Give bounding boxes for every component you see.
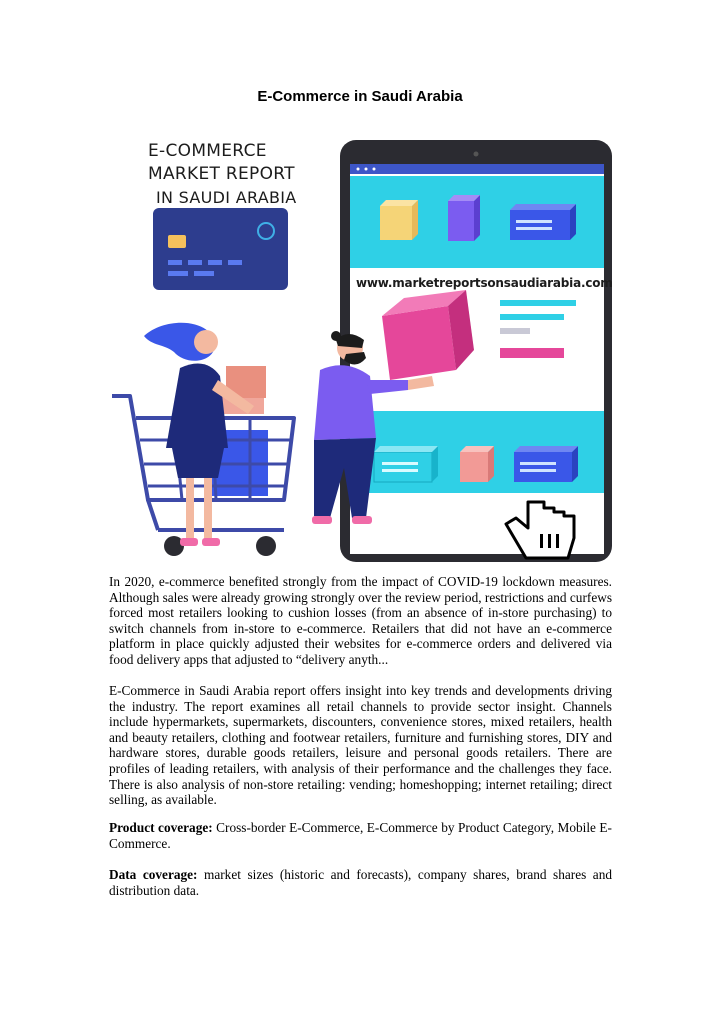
page-title: E-Commerce in Saudi Arabia bbox=[257, 88, 463, 105]
banner-line-3: IN SAUDI ARABIA bbox=[156, 188, 297, 207]
product-coverage-text: Cross-border E-Commerce, E-Commerce by Product Category, Mobile E-Commerce. bbox=[109, 820, 612, 851]
report-banner bbox=[148, 140, 297, 209]
website-url: www.marketreportsonsaudiarabia.com bbox=[356, 276, 613, 290]
data-coverage-label: Data coverage: bbox=[109, 867, 198, 882]
data-coverage-paragraph bbox=[109, 867, 612, 898]
tablet-device bbox=[340, 140, 612, 562]
credit-card-icon bbox=[153, 208, 288, 290]
intro-paragraph: In 2020, e-commerce benefited strongly from the impact of COVID-19 lockdown measures. Although sales were already growing strongly over the review period, restrictions and curfews forced most retailers looking to cushion losses (from an absence of in-store purchasing) to switch channels from in-store to e-commerce. Retailers that did not have an e-commerce platform in place quickly adjusted their websites for e-commerce orders and delivered via food delivery apps that adjusted to “delivery anyth... bbox=[109, 574, 612, 667]
banner-line-1: E-COMMERCE bbox=[148, 141, 267, 161]
banner-line-2: MARKET REPORT bbox=[148, 164, 295, 184]
overview-paragraph: E-Commerce in Saudi Arabia report offers insight into key trends and developments driving the industry. The report examines all retail channels to provide sector insight. Channels include hypermarkets, supermarkets, discounters, convenience stores, mixed retailers, health and beauty retailers, clothing and footwear retailers, furniture and furnishing stores, DIY and hardware stores, durable goods retailers, leisure and personal goods retailers. There are profiles of leading retailers, with analysis of their performance and the challenges they face. There is also analysis of non-store retailing: vending; homeshopping; internet retailing; direct selling, as available. bbox=[109, 683, 612, 808]
data-coverage-text: market sizes (historic and forecasts), company shares, brand shares and distribution data. bbox=[109, 867, 612, 898]
hero-illustration bbox=[108, 118, 616, 568]
product-coverage-label: Product coverage: bbox=[109, 820, 213, 835]
product-coverage-paragraph bbox=[109, 820, 612, 851]
